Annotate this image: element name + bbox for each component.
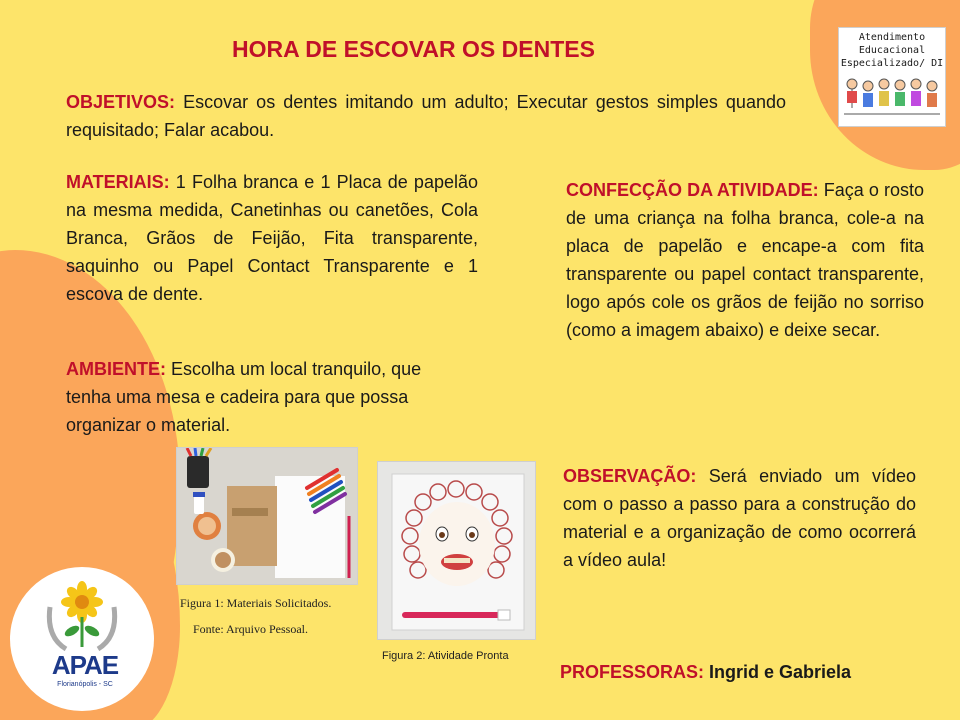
ambiente-label: AMBIENTE: — [66, 359, 166, 379]
figura2-activity-photo — [377, 461, 536, 640]
objetivos-paragraph — [66, 88, 786, 144]
observacao-label: OBSERVAÇÃO: — [563, 466, 697, 486]
confeccao-label: CONFECÇÃO DA ATIVIDADE: — [566, 180, 819, 200]
professoras-label: PROFESSORAS: — [560, 662, 705, 682]
aee-logo-line3: Especializado/ DI — [840, 58, 944, 69]
ambiente-paragraph — [66, 355, 466, 439]
materiais-label: MATERIAIS: — [66, 172, 170, 192]
figura1-materials-photo — [176, 447, 358, 585]
figura2-caption: Figura 2: Atividade Pronta — [382, 650, 509, 662]
confeccao-paragraph — [566, 176, 924, 344]
figura1-source: Fonte: Arquivo Pessoal. — [193, 622, 309, 636]
apae-logo — [10, 567, 154, 711]
ambiente-text: Escolha um local tranquilo, que tenha uma mesa e cadeira para que possa organizar o material. — [66, 359, 422, 435]
apae-name: APAE — [51, 650, 119, 680]
professoras-paragraph — [560, 658, 920, 686]
aee-logo — [838, 27, 946, 127]
aee-logo-line2: Educacional — [858, 45, 926, 56]
materiais-paragraph — [66, 168, 478, 308]
confeccao-text: Faça o rosto de uma criança na folha branca, cole-a na placa de papelão e encape-a com fita transparente ou papel contact transparente, logo após cole os grãos de feijão no sorriso (como a imagem abaixo) e deixe secar. — [566, 180, 924, 340]
objetivos-text: Escovar os dentes imitando um adulto; Executar gestos simples quando requisitado; Falar acabou. — [66, 92, 786, 140]
children-drawing-icon — [842, 72, 942, 118]
sunflower-hands-icon — [10, 567, 154, 711]
observacao-paragraph — [563, 462, 916, 574]
aee-logo-line1: Atendimento — [858, 32, 926, 43]
observacao-text: Será enviado um vídeo com o passo a passo para a construção do material e a organização de como ocorrerá a vídeo aula! — [563, 466, 916, 570]
professoras-text: Ingrid e Gabriela — [704, 662, 852, 682]
materiais-text: 1 Folha branca e 1 Placa de papelão na mesma medida, Canetinhas ou canetões, Cola Branca, Grãos de Feijão, Fita transparente, saquinho ou Papel Contact Transparente e 1 escova de dente. — [66, 172, 478, 304]
objetivos-label: OBJETIVOS: — [66, 92, 176, 112]
figura1-caption: Figura 1: Materiais Solicitados. — [180, 596, 332, 610]
apae-city: Florianópolis - SC — [57, 681, 113, 688]
page-title: HORA DE ESCOVAR OS DENTES — [232, 36, 595, 62]
